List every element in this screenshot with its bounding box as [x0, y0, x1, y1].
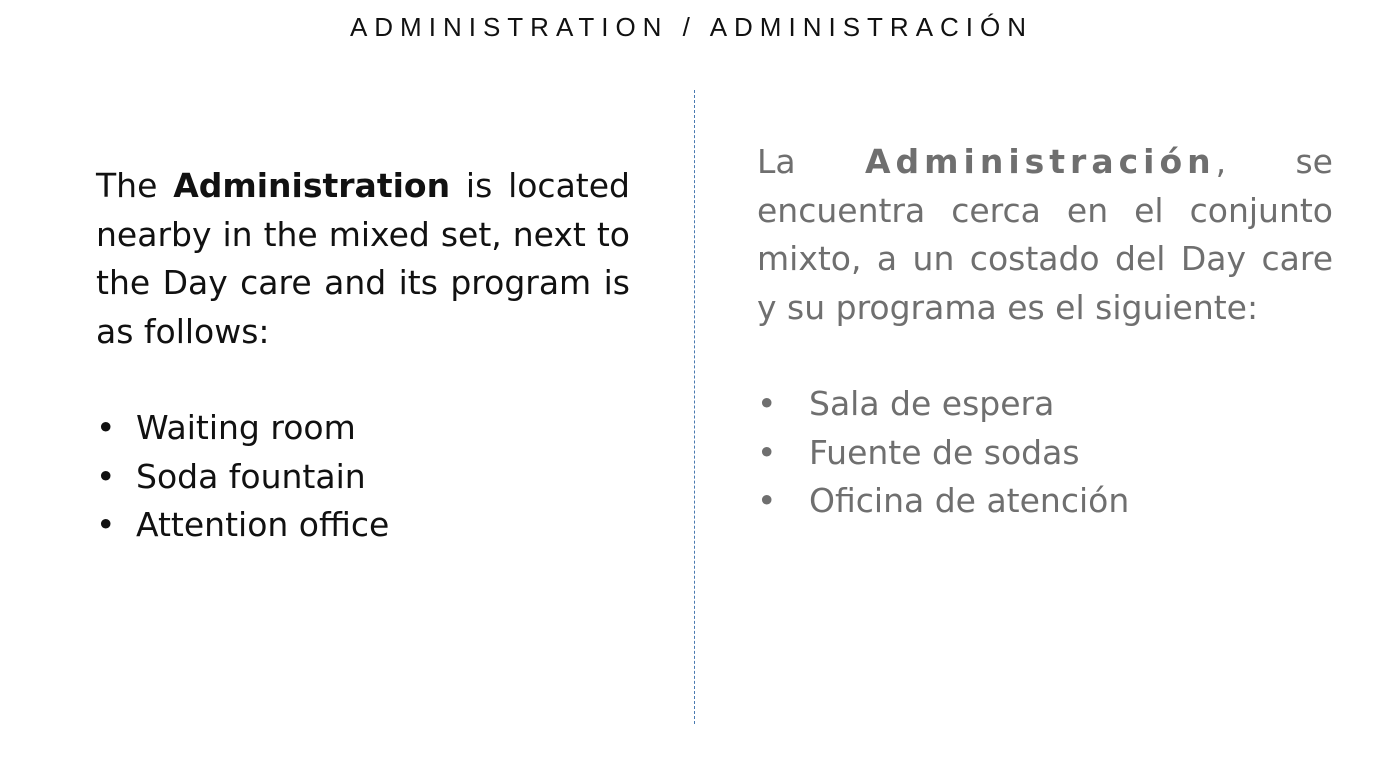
list-item-label: Sala de espera — [809, 384, 1055, 423]
english-intro-bold: Administration — [173, 166, 451, 205]
column-divider — [694, 90, 695, 724]
bullet-icon: • — [96, 505, 116, 544]
list-item — [96, 453, 630, 502]
list-item-label: Attention office — [136, 505, 390, 544]
bullet-icon: • — [757, 481, 777, 520]
spanish-intro-bold: Administración — [864, 142, 1216, 181]
spanish-intro-prefix: La — [757, 142, 865, 181]
list-item — [757, 380, 1333, 429]
spanish-intro-paragraph — [757, 138, 1333, 332]
spanish-column — [757, 138, 1333, 526]
english-intro-paragraph — [96, 162, 630, 356]
spanish-intro-suffix: , se encuentra cerca en el conjunto mixto, a un costado del Day care y su programa es el siguiente: — [757, 142, 1333, 327]
list-item — [757, 429, 1333, 478]
list-item-label: Oficina de atención — [809, 481, 1130, 520]
bullet-icon: • — [96, 456, 116, 496]
english-intro-prefix: The — [96, 166, 174, 205]
spanish-program-list — [757, 380, 1333, 526]
bullet-icon: • — [757, 384, 777, 423]
bullet-icon: • — [757, 432, 777, 472]
page-title: ADMINISTRATION / ADMINISTRACIÓN — [349, 12, 1034, 42]
list-item — [96, 404, 630, 453]
list-item-label: Fuente de sodas — [809, 432, 1080, 472]
list-item-label: Waiting room — [136, 408, 356, 447]
english-program-list — [96, 404, 630, 550]
list-item-label: Soda fountain — [136, 456, 366, 496]
list-item — [96, 501, 630, 550]
english-intro-suffix: is located nearby in the mixed set, next to the Day care and its program is as follows: — [96, 166, 630, 351]
bullet-icon: • — [96, 408, 116, 447]
english-column — [96, 162, 630, 550]
list-item — [757, 477, 1333, 526]
